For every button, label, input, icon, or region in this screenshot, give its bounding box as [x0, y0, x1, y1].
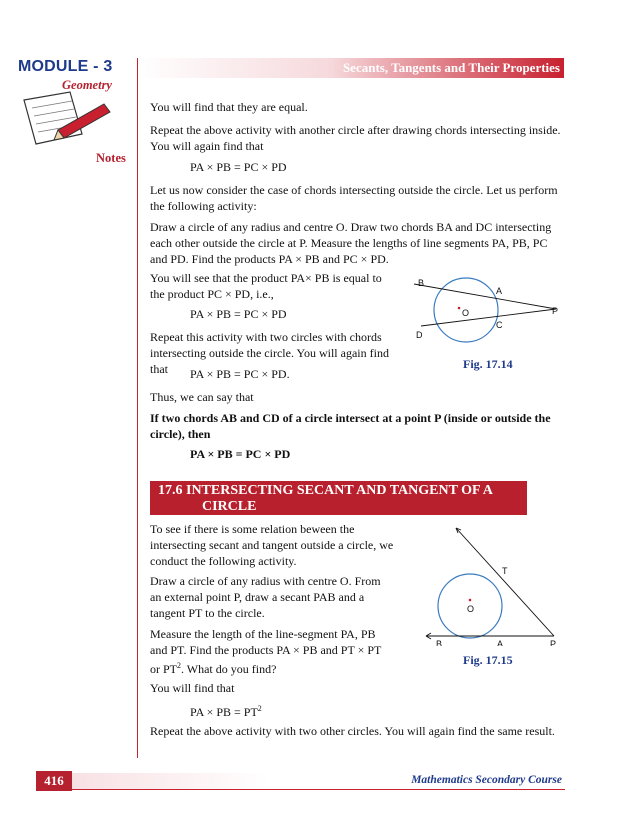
label-O: O — [462, 308, 470, 318]
superscript: 2 — [257, 704, 262, 713]
paragraph: Draw a circle of any radius with centre O. From an external point P, draw a secant PAB and a tangent PT to the circle. — [150, 574, 381, 620]
paragraph: Repeat the above activity with two other circles. You will again find the same result. — [150, 724, 555, 738]
figure-caption: Fig. 17.15 — [463, 653, 513, 667]
chapter-title: Secants, Tangents and Their Properties — [342, 60, 560, 75]
paragraph-text: Measure the length of the line-segment PA, PB and PT. Find the products PA × PB and PT × PT or PT — [150, 627, 382, 676]
paragraph: You will find that they are equal. — [150, 100, 308, 114]
paragraph: Let us now consider the case of chords intersecting outside the circle. Let us perform the following activity: — [150, 183, 558, 213]
equation: PA × PB = PC × PD — [190, 447, 291, 461]
figure-caption: Fig. 17.14 — [463, 357, 513, 371]
paragraph: Repeat the above activity with another circle after drawing chords intersecting inside. You will again find that — [150, 123, 561, 153]
notes-label: Notes — [96, 151, 126, 165]
module-label: MODULE - 3 — [18, 58, 113, 75]
equation-text: PA × PB = PT — [190, 705, 258, 719]
paragraph-text: . What do you find? — [181, 662, 277, 676]
notes-pencil-icon — [18, 90, 118, 155]
label-B: B — [436, 639, 443, 646]
label-P: P — [550, 639, 557, 646]
course-title: Mathematics Secondary Course — [411, 774, 562, 786]
equation: PA × PB = PC × PD — [190, 307, 287, 321]
paragraph: Thus, we can say that — [150, 390, 254, 404]
equation: PA × PB = PC × PD. — [190, 367, 290, 381]
paragraph — [150, 626, 394, 677]
section-heading-line2: CIRCLE — [202, 499, 257, 514]
paragraph: Repeat this activity with two circles with chords intersecting outside the circle. You will again find that — [150, 330, 389, 376]
label-T: T — [502, 566, 508, 576]
paragraph: You will find that — [150, 681, 235, 695]
equation: PA × PB = PC × PD — [190, 160, 287, 174]
figure-secant-tangent — [420, 524, 568, 651]
label-A: A — [496, 286, 503, 296]
figure-chords-intersecting-outside — [394, 266, 574, 351]
label-A: A — [497, 639, 504, 646]
footer-rule — [72, 789, 565, 790]
paragraph: Draw a circle of any radius and centre O. Draw two chords BA and DC intersecting each other outside the circle at P. Measure the lengths of line segments PA, PB, PC and PD. Find the products PA × PB and PC × PD. — [150, 220, 552, 266]
equation — [190, 701, 262, 720]
theorem-statement: If two chords AB and CD of a circle intersect at a point P (inside or outside the circle), then — [150, 411, 551, 441]
subject-label: Geometry — [62, 78, 112, 92]
section-heading — [150, 481, 527, 515]
superscript: 2 — [177, 661, 181, 670]
paragraph: You will see that the product PA× PB is equal to the product PC × PD, i.e., — [150, 271, 382, 301]
label-P: P — [552, 306, 559, 316]
margin-rule — [137, 58, 138, 758]
section-heading-line1: 17.6 INTERSECTING SECANT AND TANGENT OF A — [158, 483, 493, 498]
page-number: 416 — [36, 771, 72, 791]
label-O: O — [467, 604, 475, 614]
paragraph: To see if there is some relation beween the intersecting secant and tangent outside a circle, we conduct the following activity. — [150, 522, 394, 568]
label-B: B — [418, 278, 425, 288]
label-C: C — [496, 320, 503, 330]
label-D: D — [416, 330, 423, 340]
